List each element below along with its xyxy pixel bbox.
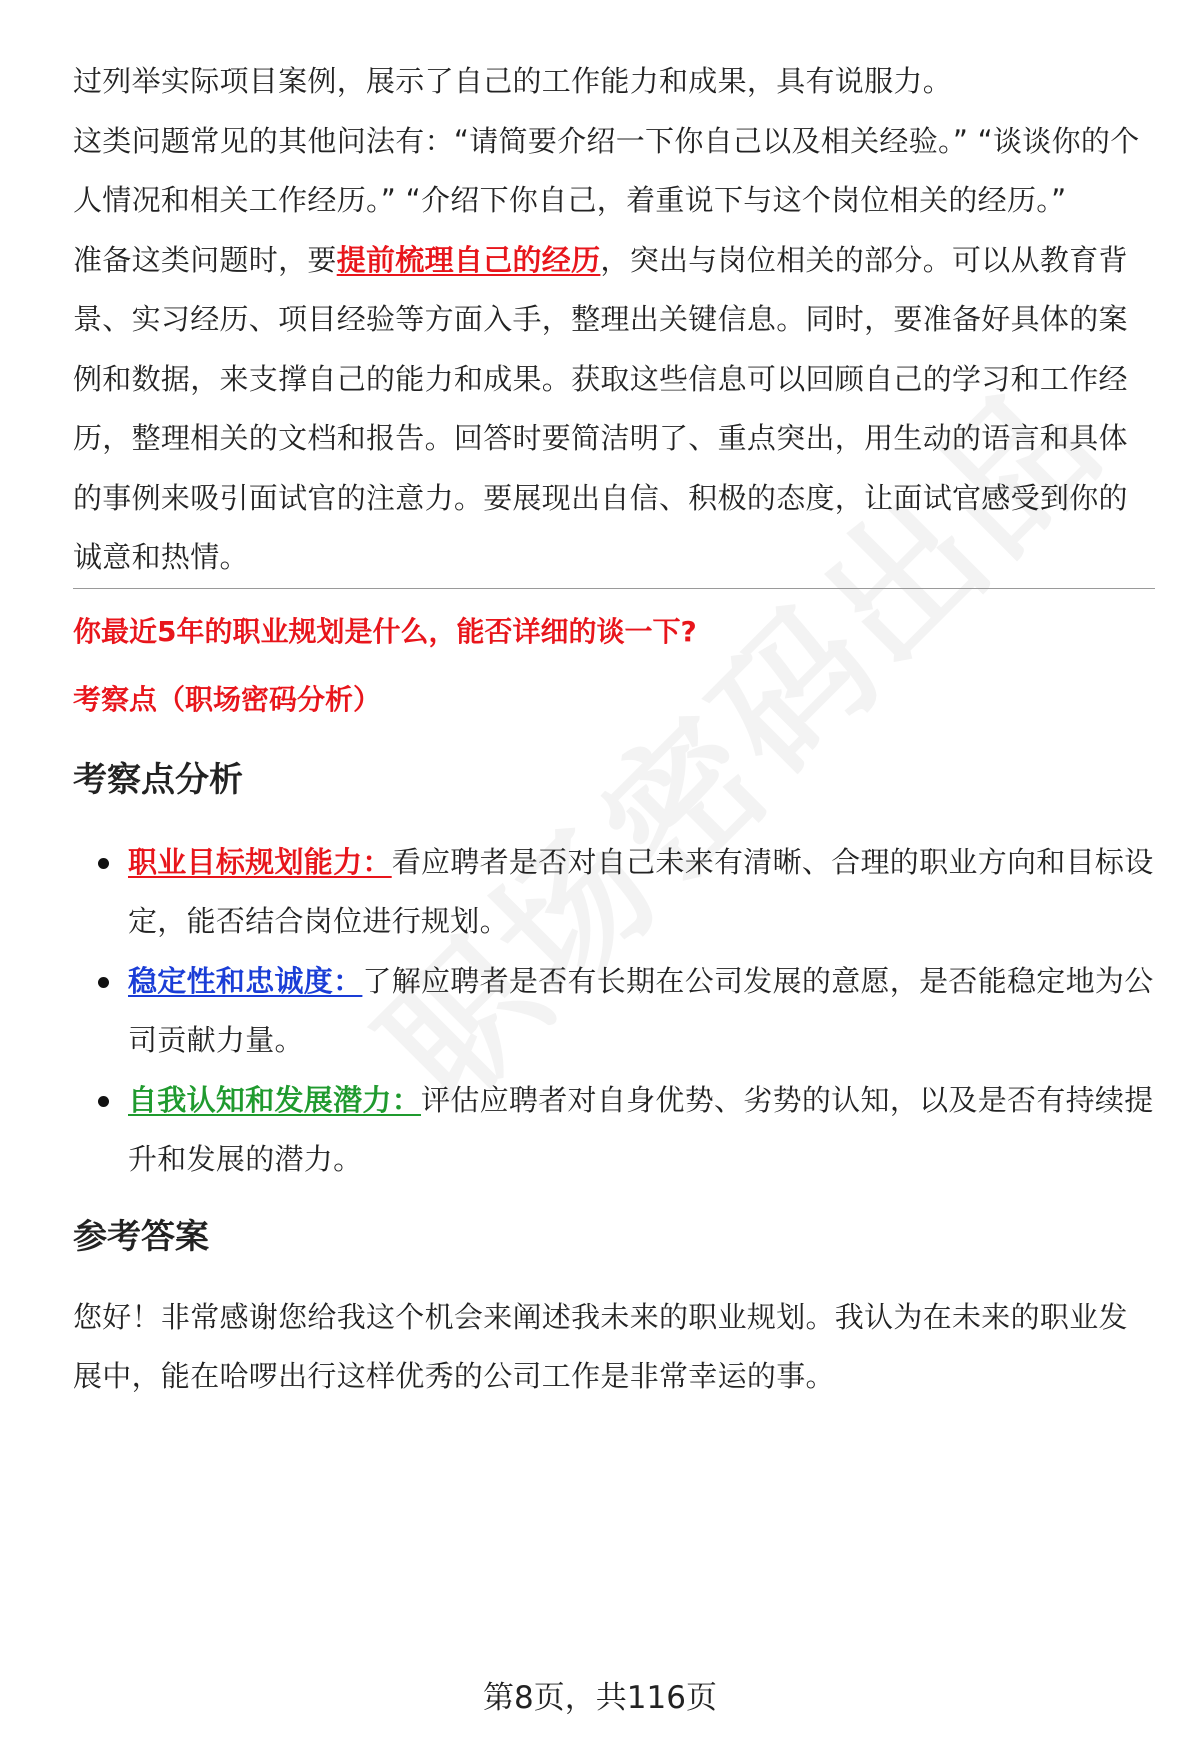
bullet-icon bbox=[98, 977, 109, 988]
question-title: 你最近5年的职业规划是什么，能否详细的谈一下? bbox=[73, 614, 697, 648]
answer-paragraph: 您好！非常感谢您给我这个机会来阐述我未来的职业规划。我认为在未来的职业发展中，能在哈啰出行这样优秀的公司工作是非常幸运的事。 bbox=[73, 1299, 1128, 1393]
point-text: 评估应聘者对自身优势、劣势的认知，以及是否有持续提升和发展的潜力。 bbox=[128, 1082, 1154, 1176]
question-subtitle: 考察点（职场密码分析） bbox=[73, 682, 382, 716]
point-text: 看应聘者是否对自己未来有清晰、合理的职业方向和目标设定，能否结合岗位进行规划。 bbox=[128, 844, 1154, 938]
analysis-points-list bbox=[73, 833, 1155, 1190]
bullet-icon bbox=[98, 858, 109, 869]
preparation-text-before: 准备这类问题时，要 bbox=[73, 242, 337, 277]
section-divider bbox=[73, 588, 1155, 589]
page-content bbox=[73, 52, 1155, 1407]
point-term-career-planning: 职业目标规划能力： bbox=[128, 844, 392, 879]
preparation-highlight: 提前梳理自己的经历 bbox=[336, 242, 601, 277]
analysis-point bbox=[73, 1071, 1155, 1190]
point-term-stability: 稳定性和忠诚度： bbox=[128, 963, 363, 998]
analysis-point bbox=[73, 833, 1155, 952]
paragraph-preparation bbox=[73, 231, 1155, 588]
page-number: 第8页，共116页 bbox=[483, 1680, 717, 1716]
paragraph-intro-end: 过列举实际项目案例，展示了自己的工作能力和成果，具有说服力。 bbox=[73, 64, 953, 98]
analysis-point bbox=[73, 952, 1155, 1071]
point-text: 了解应聘者是否有长期在公司发展的意愿，是否能稳定地为公司贡献力量。 bbox=[128, 963, 1154, 1057]
bullet-icon bbox=[98, 1096, 109, 1107]
answer-heading: 参考答案 bbox=[73, 1216, 209, 1257]
analysis-heading: 考察点分析 bbox=[73, 759, 243, 800]
point-term-self-awareness: 自我认知和发展潜力： bbox=[128, 1082, 422, 1117]
paragraph-alt-questions: 这类问题常见的其他问法有：“请简要介绍一下你自己以及相关经验。” “谈谈你的个人情况和相关工作经历。” “介绍下你自己，着重说下与这个岗位相关的经历。” bbox=[73, 123, 1140, 217]
preparation-text-after: ，突出与岗位相关的部分。可以从教育背景、实习经历、项目经验等方面入手，整理出关键信息。同时，要准备好具体的案例和数据，来支撑自己的能力和成果。获取这些信息可以回顾自己的学习和工作经历，整理相关的文档和报告。回答时要简洁明了、重点突出，用生动的语言和具体的事例来吸引面试官的注意力。要展现出自信、积极的态度，让面试官感受到你的诚意和热情。 bbox=[73, 242, 1128, 574]
